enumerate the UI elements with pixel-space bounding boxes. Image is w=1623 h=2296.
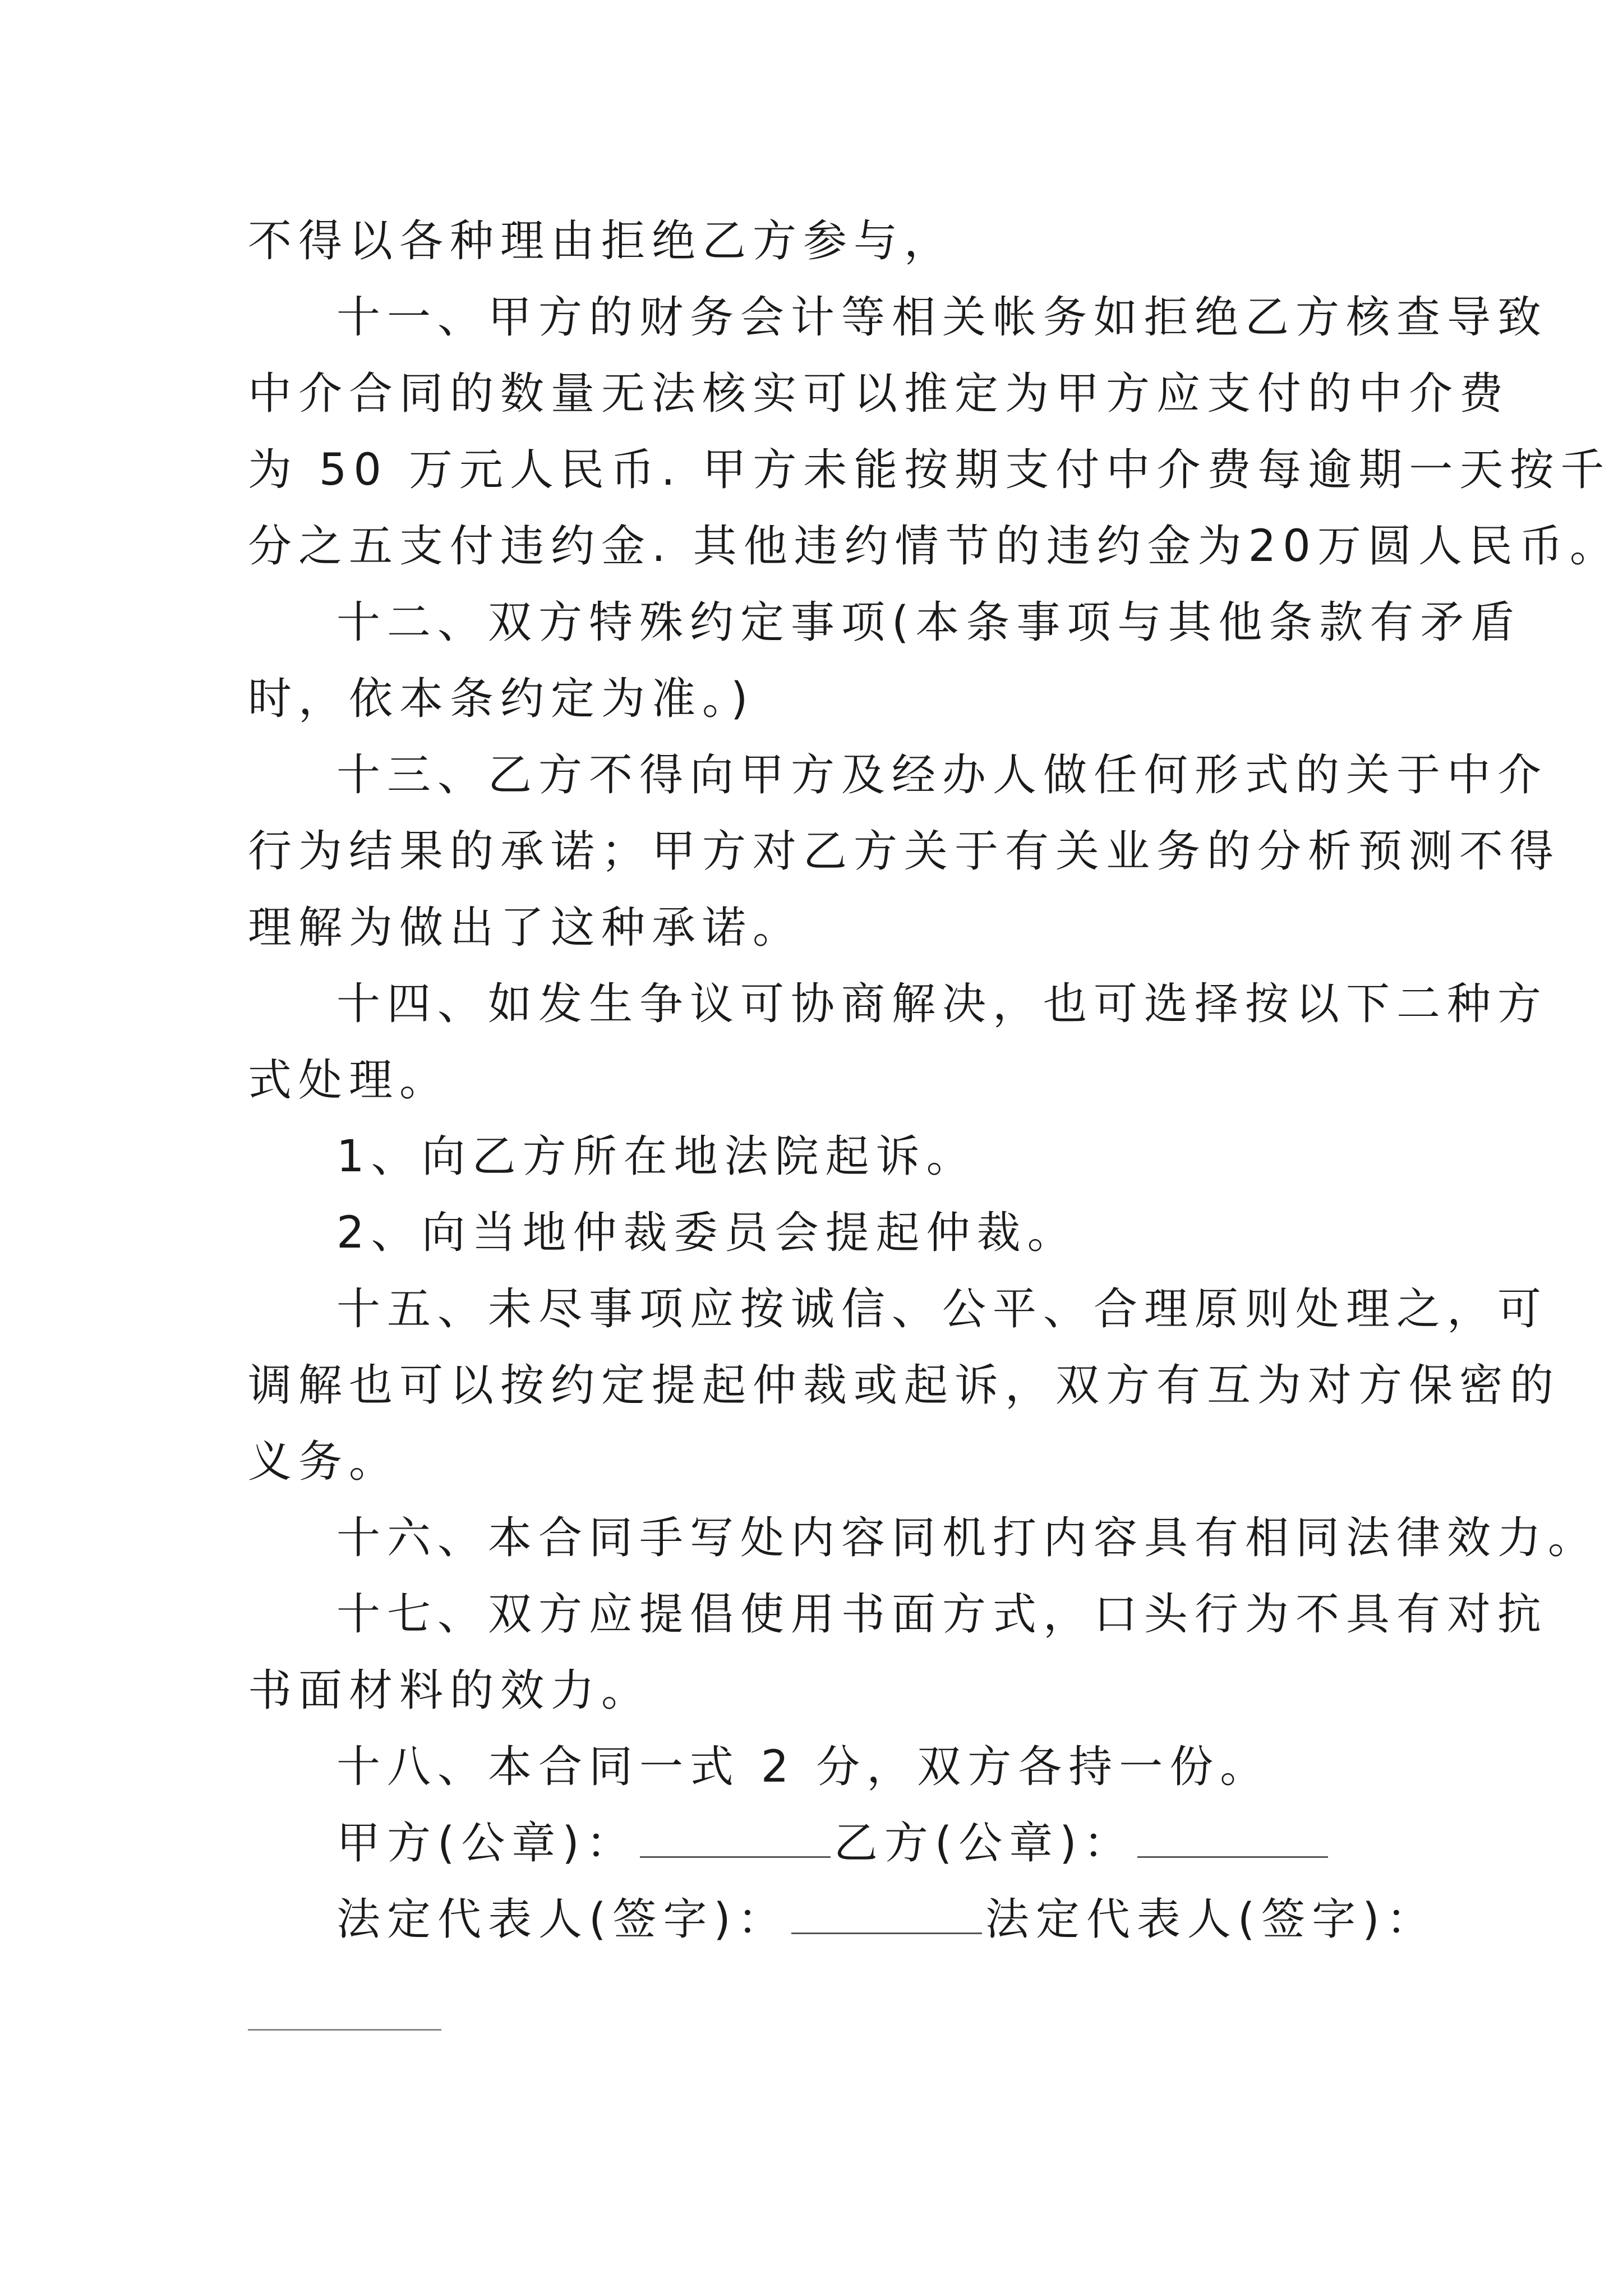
signature-rep-row [336,1892,1437,1948]
text-line: 2、向当地仲裁委员会提起仲裁。 [336,1208,1078,1258]
text-line: 调解也可以按约定提起仲裁或起诉，双方有互为对方保密的 [248,1360,1561,1411]
text-line: 不得以各种理由拒绝乙方参与， [248,216,955,266]
signature-seal-row [336,1815,1331,1871]
party-a-seal-blank[interactable] [640,1817,831,1858]
party-a-rep-blank[interactable] [791,1893,982,1934]
text-line: 行为结果的承诺；甲方对乙方关于有关业务的分析预测不得 [248,826,1561,877]
text-line: 中介合同的数量无法核实可以推定为甲方应支付的中介费 [248,369,1510,419]
party-b-seal-label: 乙方(公章)： [833,1818,1134,1869]
text-line: 分之五支付违约金. 其他违约情节的违约金为20万圆人民币。 [248,521,1620,572]
party-b-seal-blank[interactable] [1137,1817,1328,1858]
text-line: 十三、乙方不得向甲方及经办人做任何形式的关于中介 [336,750,1548,800]
text-line: 十一、甲方的财务会计等相关帐务如拒绝乙方核查导致 [336,292,1548,343]
text-line: 十八、本合同一式 2 分，双方各持一份。 [336,1742,1271,1792]
party-a-seal-label: 甲方(公章)： [336,1818,637,1869]
text-line: 1、向乙方所在地法院起诉。 [336,1131,977,1182]
text-line: 式处理。 [248,1055,450,1106]
text-line: 十六、本合同手写处内容同机打内容具有相同法律效力。 [336,1513,1599,1563]
party-a-rep-label: 法定代表人(签字)： [336,1894,788,1945]
footer-divider [248,2029,441,2031]
text-line: 义务。 [248,1437,400,1487]
text-line: 书面材料的效力。 [248,1665,652,1716]
text-line: 为 50 万元人民币. 甲方未能按期支付中介费每逾期一天按千 [248,445,1611,495]
party-b-rep-label: 法定代表人(签字)： [985,1894,1437,1945]
text-line: 十七、双方应提倡使用书面方式，口头行为不具有对抗 [336,1589,1548,1640]
text-line: 十五、未尽事项应按诚信、公平、合理原则处理之，可 [336,1284,1548,1335]
text-line: 时，依本条约定为准。) [248,674,755,724]
text-line: 十四、如发生争议可协商解决，也可选择按以下二种方 [336,979,1548,1029]
text-line: 十二、双方特殊约定事项(本条事项与其他条款有矛盾 [336,597,1521,648]
text-line: 理解为做出了这种承诺。 [248,903,804,953]
